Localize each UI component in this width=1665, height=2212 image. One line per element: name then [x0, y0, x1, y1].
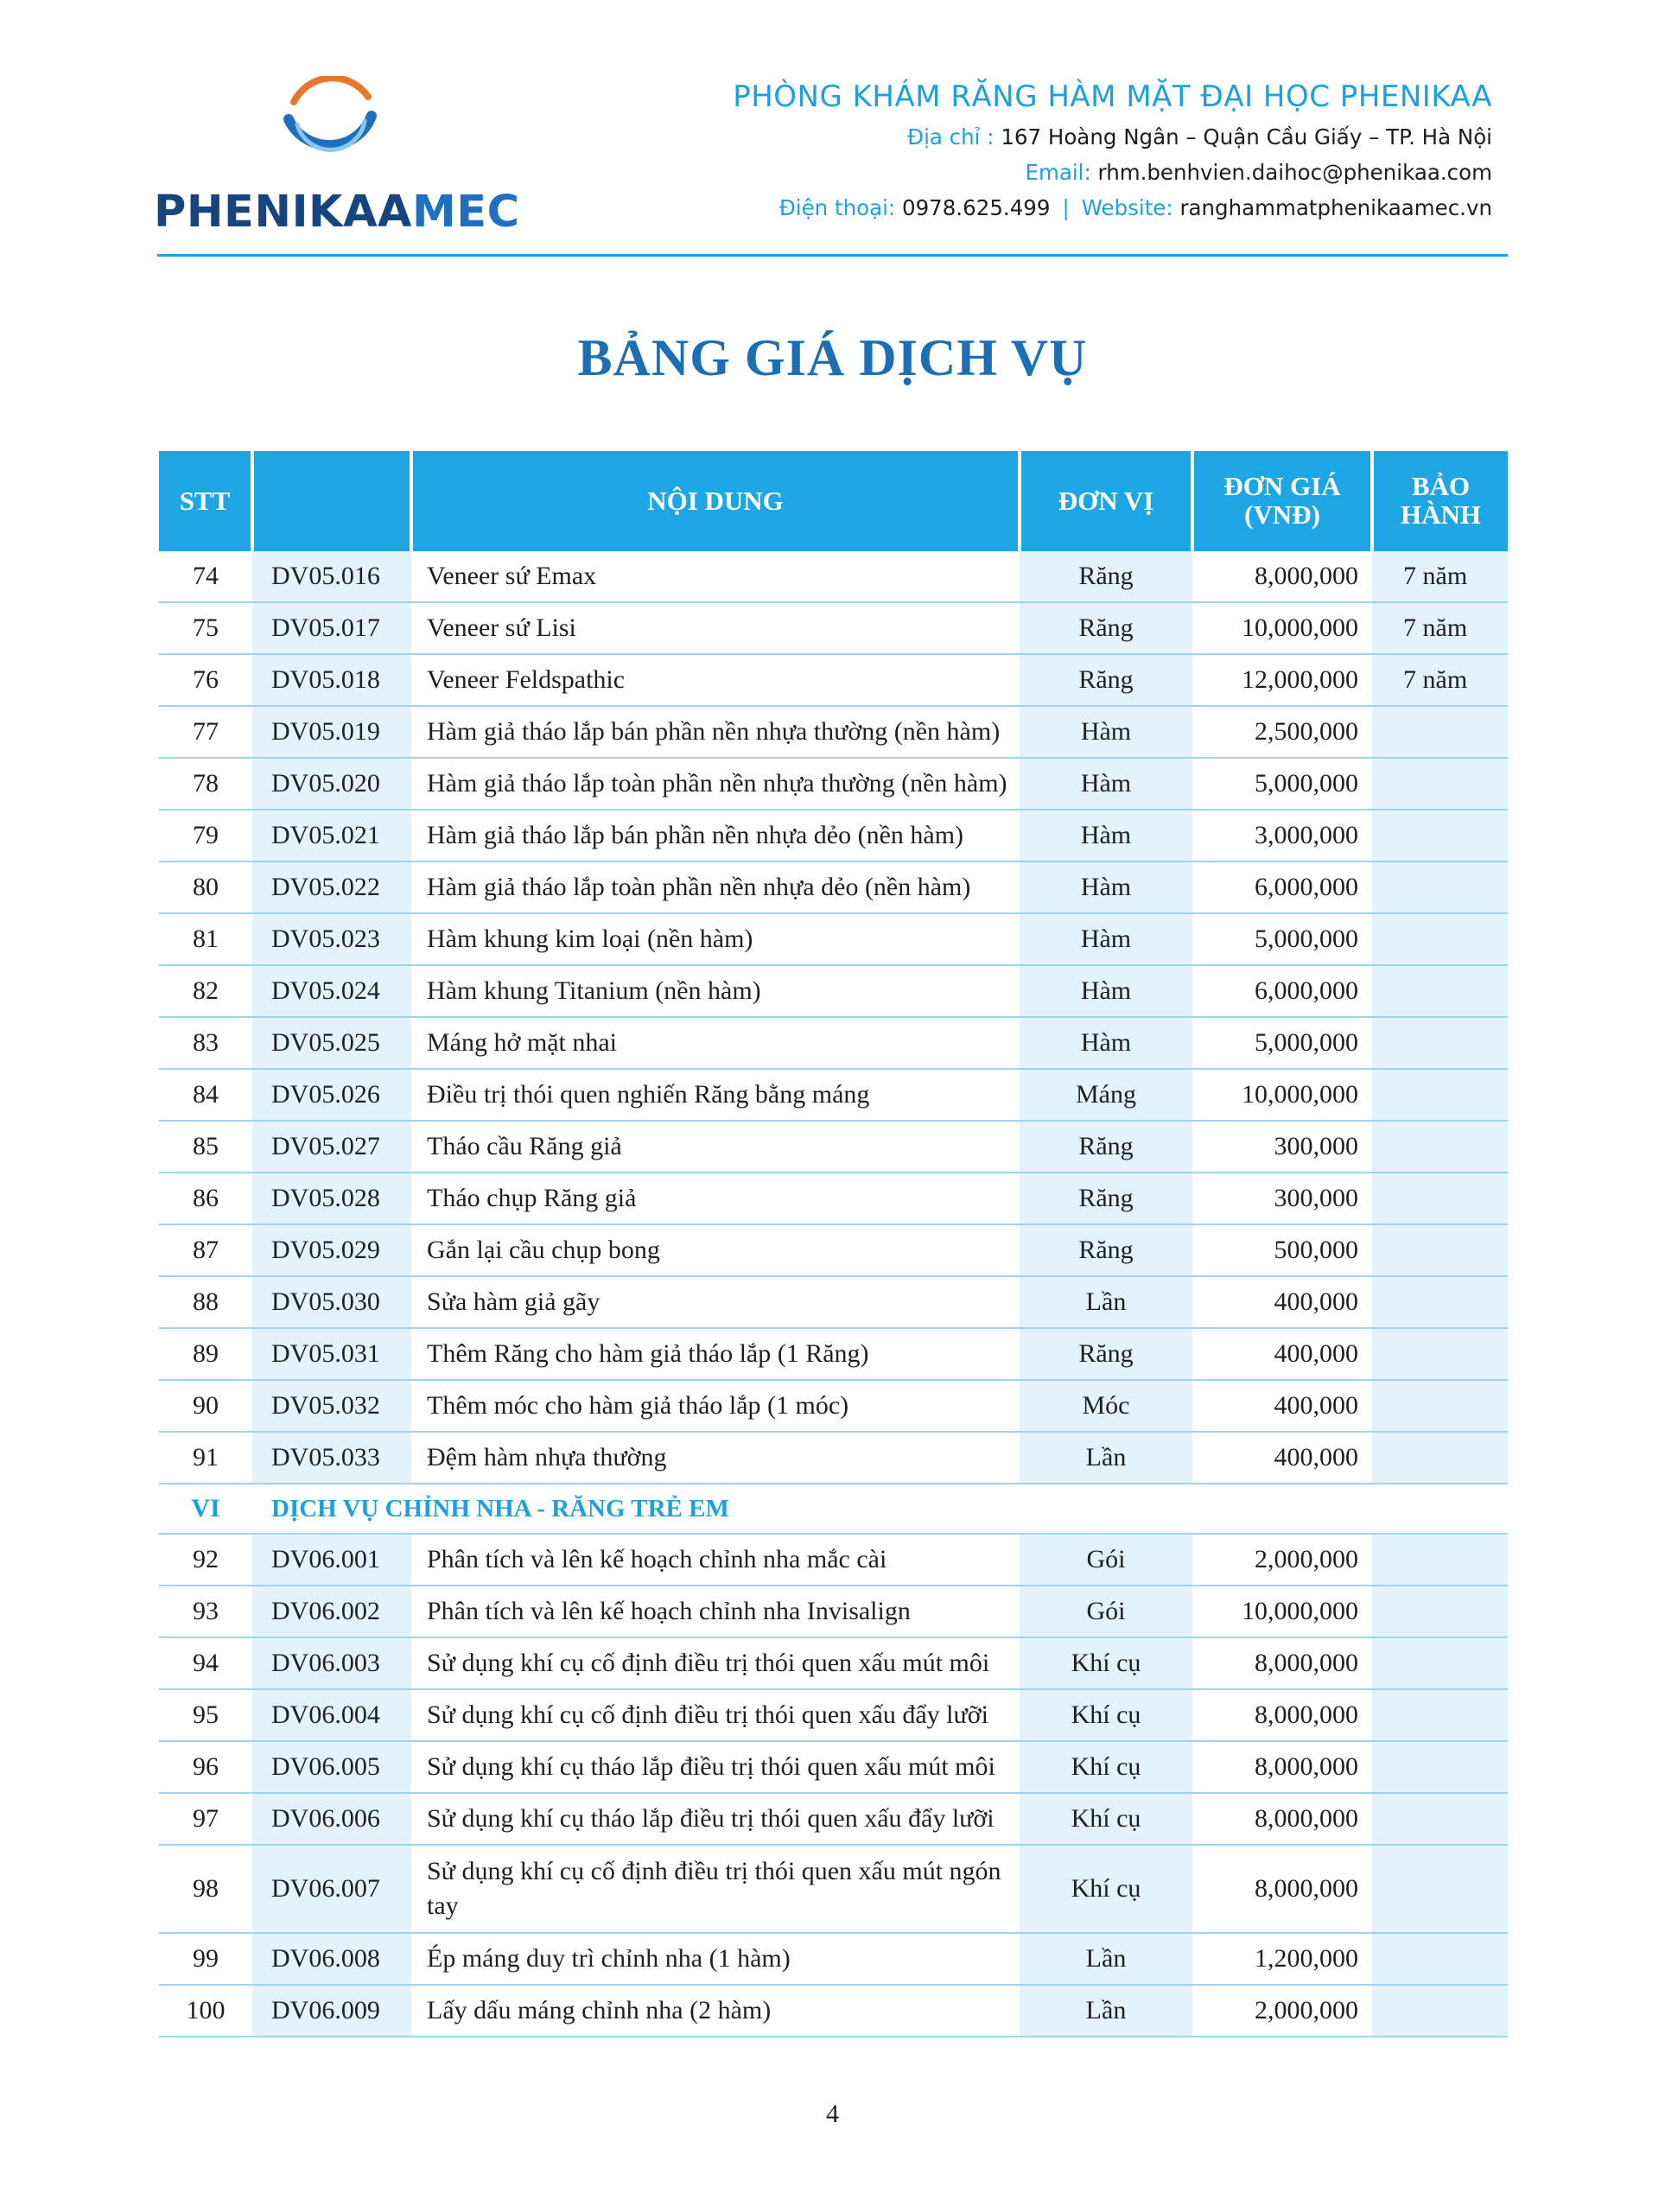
row-price: 2,500,000: [1192, 706, 1372, 758]
row-code: DV05.029: [252, 1224, 411, 1276]
row-warranty: [1372, 1689, 1508, 1741]
clinic-name: PHÒNG KHÁM RĂNG HÀM MẶT ĐẠI HỌC PHENIKAA: [733, 79, 1492, 114]
row-warranty: [1372, 1985, 1508, 2037]
row-unit: Răng: [1020, 654, 1192, 706]
row-content: Lấy dấu máng chỉnh nha (2 hàm): [411, 1985, 1020, 2037]
row-stt: 100: [159, 1985, 252, 2037]
row-price: 2,000,000: [1192, 1985, 1372, 2037]
row-warranty: 7 năm: [1372, 654, 1508, 706]
row-stt: 96: [159, 1741, 252, 1793]
row-unit: Răng: [1020, 1173, 1192, 1224]
row-unit: Gói: [1020, 1586, 1192, 1637]
row-unit: Răng: [1020, 1328, 1192, 1380]
row-code: DV06.004: [252, 1689, 411, 1741]
row-unit: Răng: [1020, 1224, 1192, 1276]
row-content: Thêm móc cho hàm giả tháo lắp (1 móc): [411, 1380, 1020, 1432]
row-unit: Hàm: [1020, 913, 1192, 965]
row-warranty: [1372, 1380, 1508, 1432]
table-row: [159, 1432, 1508, 1484]
row-warranty: [1372, 1741, 1508, 1793]
table-row: [159, 1845, 1508, 1933]
row-content: Ép máng duy trì chỉnh nha (1 hàm): [411, 1933, 1020, 1985]
row-price: 10,000,000: [1192, 1069, 1372, 1121]
row-code: DV05.016: [252, 551, 411, 602]
row-stt: 86: [159, 1173, 252, 1224]
table-row: [159, 810, 1508, 861]
row-code: DV05.032: [252, 1380, 411, 1432]
table-row: [159, 1586, 1508, 1637]
row-content: Phân tích và lên kế hoạch chỉnh nha Invisalign: [411, 1586, 1020, 1637]
row-unit: Lần: [1020, 1985, 1192, 2037]
page-number: 4: [826, 2100, 839, 2128]
row-warranty: [1372, 1224, 1508, 1276]
clinic-contacts: Điện thoại: 0978.625.499 | Website: ranghammatphenikaamec.vn: [778, 195, 1492, 220]
row-unit: Răng: [1020, 551, 1192, 602]
section-title: DỊCH VỤ CHỈNH NHA - RĂNG TRẺ EM: [252, 1484, 1508, 1534]
row-code: DV06.007: [252, 1845, 411, 1933]
row-stt: 85: [159, 1121, 252, 1173]
clinic-address: Địa chỉ : 167 Hoàng Ngân – Quận Cầu Giấy – TP. Hà Nội: [907, 124, 1492, 149]
row-price: 8,000,000: [1192, 1793, 1372, 1845]
row-content: Tháo cầu Răng giả: [411, 1121, 1020, 1173]
row-unit: Khí cụ: [1020, 1741, 1192, 1793]
row-content: Sử dụng khí cụ cố định điều trị thói quen xấu đẩy lưỡi: [411, 1689, 1020, 1741]
row-price: 10,000,000: [1192, 1586, 1372, 1637]
row-warranty: 7 năm: [1372, 602, 1508, 654]
row-price: 300,000: [1192, 1173, 1372, 1224]
row-stt: 76: [159, 654, 252, 706]
table-row: [159, 1069, 1508, 1121]
row-price: 3,000,000: [1192, 810, 1372, 861]
row-content: Hàm giả tháo lắp bán phần nền nhựa dẻo (nền hàm): [411, 810, 1020, 861]
table-row: [159, 706, 1508, 758]
row-code: DV06.006: [252, 1793, 411, 1845]
row-price: 400,000: [1192, 1276, 1372, 1328]
row-stt: 89: [159, 1328, 252, 1380]
row-code: DV05.030: [252, 1276, 411, 1328]
row-price: 5,000,000: [1192, 1017, 1372, 1069]
table-row: [159, 1121, 1508, 1173]
row-price: 400,000: [1192, 1380, 1372, 1432]
table-row: [159, 758, 1508, 810]
header-unit: ĐƠN VỊ: [1020, 451, 1192, 551]
table-row: [159, 1741, 1508, 1793]
row-stt: 95: [159, 1689, 252, 1741]
row-code: DV05.024: [252, 965, 411, 1017]
clinic-logo: [154, 76, 520, 240]
row-warranty: 7 năm: [1372, 551, 1508, 602]
row-code: DV06.009: [252, 1985, 411, 2037]
row-price: 5,000,000: [1192, 758, 1372, 810]
row-unit: Lần: [1020, 1276, 1192, 1328]
row-unit: Hàm: [1020, 1017, 1192, 1069]
row-price: 5,000,000: [1192, 913, 1372, 965]
page-title: BẢNG GIÁ DỊCH VỤ: [577, 329, 1088, 386]
table-row: [159, 1380, 1508, 1432]
row-content: Phân tích và lên kế hoạch chỉnh nha mắc cài: [411, 1534, 1020, 1586]
row-price: 6,000,000: [1192, 965, 1372, 1017]
header-stt: STT: [159, 451, 252, 551]
row-unit: Móc: [1020, 1380, 1192, 1432]
row-price: 500,000: [1192, 1224, 1372, 1276]
row-warranty: [1372, 1933, 1508, 1985]
row-unit: Lần: [1020, 1933, 1192, 1985]
row-unit: Hàm: [1020, 758, 1192, 810]
row-code: DV06.001: [252, 1534, 411, 1586]
table-row: [159, 965, 1508, 1017]
row-warranty: [1372, 1793, 1508, 1845]
row-code: DV05.022: [252, 861, 411, 913]
row-unit: Hàm: [1020, 810, 1192, 861]
row-stt: 82: [159, 965, 252, 1017]
header-divider: [157, 254, 1508, 257]
row-warranty: [1372, 706, 1508, 758]
row-unit: Khí cụ: [1020, 1793, 1192, 1845]
table-row: [159, 1017, 1508, 1069]
table-body-prosthetics: [159, 551, 1508, 1484]
table-row: [159, 861, 1508, 913]
row-stt: 90: [159, 1380, 252, 1432]
row-code: DV05.018: [252, 654, 411, 706]
row-price: 300,000: [1192, 1121, 1372, 1173]
header-code: [252, 451, 411, 551]
row-code: DV05.027: [252, 1121, 411, 1173]
row-price: 400,000: [1192, 1432, 1372, 1484]
row-stt: 79: [159, 810, 252, 861]
table-row: [159, 1224, 1508, 1276]
row-stt: 99: [159, 1933, 252, 1985]
row-price: 8,000,000: [1192, 1741, 1372, 1793]
row-code: DV05.023: [252, 913, 411, 965]
row-warranty: [1372, 1328, 1508, 1380]
row-code: DV05.021: [252, 810, 411, 861]
clinic-email: Email: rhm.benhvien.daihoc@phenikaa.com: [1025, 160, 1492, 185]
row-price: 8,000,000: [1192, 1845, 1372, 1933]
table-row: [159, 1985, 1508, 2037]
row-content: Sử dụng khí cụ cố định điều trị thói quen xấu mút ngón tay: [411, 1845, 1020, 1933]
section-number: VI: [159, 1484, 252, 1534]
table-row: [159, 1933, 1508, 1985]
row-content: Hàm khung Titanium (nền hàm): [411, 965, 1020, 1017]
row-stt: 75: [159, 602, 252, 654]
row-content: Tháo chụp Răng giả: [411, 1173, 1020, 1224]
row-stt: 83: [159, 1017, 252, 1069]
row-code: DV05.019: [252, 706, 411, 758]
row-warranty: [1372, 1534, 1508, 1586]
row-unit: Hàm: [1020, 965, 1192, 1017]
row-code: DV05.033: [252, 1432, 411, 1484]
row-unit: Hàm: [1020, 706, 1192, 758]
row-warranty: [1372, 1637, 1508, 1689]
row-warranty: [1372, 1069, 1508, 1121]
row-stt: 77: [159, 706, 252, 758]
row-code: DV05.017: [252, 602, 411, 654]
table-row: [159, 602, 1508, 654]
header-content: NỘI DUNG: [411, 451, 1020, 551]
row-price: 400,000: [1192, 1328, 1372, 1380]
row-stt: 78: [159, 758, 252, 810]
row-stt: 87: [159, 1224, 252, 1276]
row-stt: 91: [159, 1432, 252, 1484]
row-stt: 81: [159, 913, 252, 965]
row-price: 1,200,000: [1192, 1933, 1372, 1985]
table-row: [159, 1689, 1508, 1741]
row-content: Hàm giả tháo lắp toàn phần nền nhựa thường (nền hàm): [411, 758, 1020, 810]
row-stt: 80: [159, 861, 252, 913]
row-price: 8,000,000: [1192, 1689, 1372, 1741]
table-row: [159, 913, 1508, 965]
row-content: Sử dụng khí cụ tháo lắp điều trị thói quen xấu mút môi: [411, 1741, 1020, 1793]
row-warranty: [1372, 1121, 1508, 1173]
row-warranty: [1372, 861, 1508, 913]
row-content: Hàm giả tháo lắp toàn phần nền nhựa dẻo (nền hàm): [411, 861, 1020, 913]
row-unit: Gói: [1020, 1534, 1192, 1586]
row-warranty: [1372, 1845, 1508, 1933]
row-unit: Khí cụ: [1020, 1845, 1192, 1933]
row-code: DV06.008: [252, 1933, 411, 1985]
row-warranty: [1372, 810, 1508, 861]
header-price: ĐƠN GIÁ (VNĐ): [1192, 451, 1372, 551]
table-row: [159, 1173, 1508, 1224]
row-content: Thêm Răng cho hàm giả tháo lắp (1 Răng): [411, 1328, 1020, 1380]
row-warranty: [1372, 1432, 1508, 1484]
table-row: [159, 1534, 1508, 1586]
row-unit: Hàm: [1020, 861, 1192, 913]
table-row: [159, 551, 1508, 602]
row-price: 8,000,000: [1192, 1637, 1372, 1689]
row-unit: Máng: [1020, 1069, 1192, 1121]
table-body-orthodontics: [159, 1534, 1508, 2037]
row-warranty: [1372, 758, 1508, 810]
row-price: 8,000,000: [1192, 551, 1372, 602]
table-row: [159, 654, 1508, 706]
logo-emblem-icon: [275, 76, 387, 178]
row-stt: 74: [159, 551, 252, 602]
row-content: Sử dụng khí cụ cố định điều trị thói quen xấu mút môi: [411, 1637, 1020, 1689]
row-code: DV05.031: [252, 1328, 411, 1380]
row-content: Hàm khung kim loại (nền hàm): [411, 913, 1020, 965]
row-warranty: [1372, 1586, 1508, 1637]
row-content: Veneer Feldspathic: [411, 654, 1020, 706]
row-code: DV05.020: [252, 758, 411, 810]
row-stt: 93: [159, 1586, 252, 1637]
row-price: 6,000,000: [1192, 861, 1372, 913]
row-code: DV05.026: [252, 1069, 411, 1121]
row-price: 2,000,000: [1192, 1534, 1372, 1586]
row-code: DV06.003: [252, 1637, 411, 1689]
row-code: DV06.002: [252, 1586, 411, 1637]
logo-wordmark: PHENIKAAMEC: [154, 187, 520, 238]
row-content: Đệm hàm nhựa thường: [411, 1432, 1020, 1484]
row-content: Veneer sứ Emax: [411, 551, 1020, 602]
row-content: Veneer sứ Lisi: [411, 602, 1020, 654]
row-content: Sử dụng khí cụ tháo lắp điều trị thói quen xấu đẩy lưỡi: [411, 1793, 1020, 1845]
price-table: [159, 451, 1508, 2037]
table-row: [159, 1276, 1508, 1328]
row-stt: 97: [159, 1793, 252, 1845]
row-unit: Lần: [1020, 1432, 1192, 1484]
row-stt: 84: [159, 1069, 252, 1121]
row-warranty: [1372, 965, 1508, 1017]
row-content: Gắn lại cầu chụp bong: [411, 1224, 1020, 1276]
row-content: Hàm giả tháo lắp bán phần nền nhựa thường (nền hàm): [411, 706, 1020, 758]
clinic-info: [733, 79, 1492, 220]
section-row: [159, 1484, 1508, 1534]
header-warranty: BẢO HÀNH: [1372, 451, 1508, 551]
row-unit: Răng: [1020, 1121, 1192, 1173]
row-stt: 92: [159, 1534, 252, 1586]
row-code: DV05.028: [252, 1173, 411, 1224]
row-warranty: [1372, 1173, 1508, 1224]
row-warranty: [1372, 913, 1508, 965]
row-code: DV06.005: [252, 1741, 411, 1793]
row-unit: Khí cụ: [1020, 1637, 1192, 1689]
row-price: 12,000,000: [1192, 654, 1372, 706]
row-unit: Răng: [1020, 602, 1192, 654]
row-unit: Khí cụ: [1020, 1689, 1192, 1741]
row-content: Sửa hàm giả gãy: [411, 1276, 1020, 1328]
table-header-row: [159, 451, 1508, 551]
row-content: Máng hở mặt nhai: [411, 1017, 1020, 1069]
row-price: 10,000,000: [1192, 602, 1372, 654]
row-code: DV05.025: [252, 1017, 411, 1069]
row-warranty: [1372, 1017, 1508, 1069]
row-content: Điều trị thói quen nghiến Răng bằng máng: [411, 1069, 1020, 1121]
table-section: [159, 1484, 1508, 1534]
row-warranty: [1372, 1276, 1508, 1328]
table-row: [159, 1637, 1508, 1689]
table-row: [159, 1328, 1508, 1380]
row-stt: 98: [159, 1845, 252, 1933]
row-stt: 94: [159, 1637, 252, 1689]
row-stt: 88: [159, 1276, 252, 1328]
table-row: [159, 1793, 1508, 1845]
